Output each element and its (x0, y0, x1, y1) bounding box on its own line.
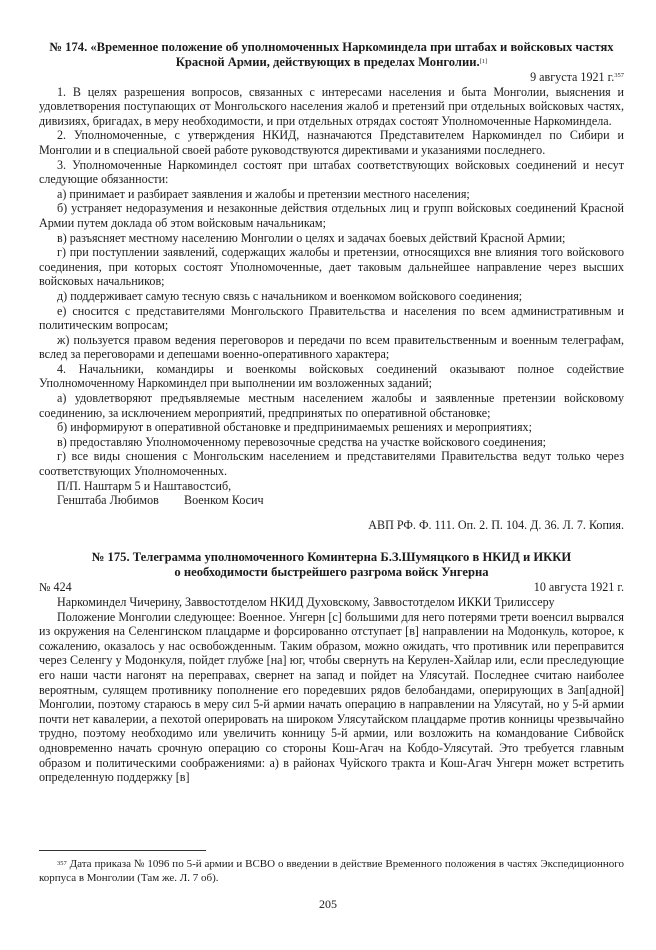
paragraph: а) принимает и разбирает заявления и жалобы и претензии местного населения; (57, 186, 470, 201)
title-line-1: № 174. «Временное положение об уполномоченных Наркоминдела при штабах и войсковых частях (49, 40, 614, 54)
signature-right: Военком Косич (184, 493, 264, 508)
signature-line: П/П. Наштарм 5 и Наштавостсиб, (57, 478, 232, 493)
signature-names (39, 493, 624, 508)
telegram-body: Положение Монголии следующее: Военное. Унгерн [с] большими для него потерями трети военсил вырвался из окружения на Селенгинском плацдарме и форсированно отступает [в] направлении на Модонкуль, которое, к сожалению, оказалось у нас освобожденным. Таким образом, можно ожидать, что противник или переправится через Селенгу у Модонкуля, пойдет глубже [на] юг, чтобы свернуть на Керулен-Хайлар или, если преследующие его наши части нагонят на переправах, свернет на запад и пойдет на Улясутай. Последнее считаю наиболее вероятным, сулящем противнику пополнение его поредевших рядов белобандами, оперирующих в Зап[адной] Монголии, поэтому стараюсь в меру сил 5-й армии начать операцию в направлении на Улясутай, но у 5-й армии почти нет кавалерии, а пехотой оперировать на широком Улясутайском плацдарме против конницы чрезвычайно трудно, поэтому необходимо или увеличить конницу 5-й армии, или возложить на командование Сибвойск одновременно начать срочную операцию со стороны Кош-Агач на Кобдо-Улясутай. Это требуется главным образом и политическими соображениями: а) в районах Чуйского тракта и Кош-Агач Унгерн может встретить определенную поддержку [в] (39, 609, 624, 785)
paragraph: а) удовлетворяют предъявляемые местным населением жалобы и заявленные претензии войсковому соединению, за исключением мероприятий, предпринятых по оперативной обстановке; (39, 391, 624, 420)
page-number: 205 (319, 897, 337, 911)
document-174-date: 9 августа 1921 г.$^{357}$ (530, 70, 624, 84)
footnote-marker: 357 (57, 860, 67, 867)
document-number: № 424 (39, 580, 72, 595)
addressees: Наркоминдел Чичерину, Заввостотделом НКИД Духовскому, Заввостотделом ИККИ Трилиссеру (57, 595, 555, 609)
title-line-2: о необходимости быстрейшего разгрома войск Унгерна (174, 565, 489, 580)
paragraph: г) при поступлении заявлений, содержащих жалобы и претензии, относящихся вне влияния того войскового соединения, при которых состоят Уполномоченные, дает таковым дальнейшее направление через высших войсковых начальников; (39, 245, 624, 289)
footnote-divider (39, 850, 206, 851)
paragraph: б) информируют в оперативной обстановке и предпринимаемых решениях и мероприятиях; (57, 420, 532, 435)
paragraph: в) разъясняет местному населению Монголии о целях и задачах боевых действий Красной Армии; (57, 230, 566, 245)
document-175-meta (39, 580, 624, 595)
page-body (39, 40, 624, 785)
document-175-date: 10 августа 1921 г. (533, 580, 624, 595)
paragraph: б) устраняет недоразумения и незаконные действия отдельных лиц и групп войсковых соединений Красной Армии путем доклада об этом войсковым начальникам; (39, 201, 624, 230)
paragraph: 1. В целях разрешения вопросов, связанных с интересами населения и быта Монголии, выяснения и удовлетворения поступающих от Монгольского населения жалоб и претензий при отдельных войсковых частях, дивизиях, бригадах, в меру необходимости, и при отдельных отрядах состоят Уполномоченные Наркоминдела. (39, 84, 624, 128)
paragraph: 2. Уполномоченные, с утверждения НКИД, назначаются Представителем Наркоминдел по Сибири и Монголии и в специальной своей работе руководствуются директивами и указаниями последнего. (39, 128, 624, 157)
paragraph: 4. Начальники, командиры и военкомы войсковых соединений оказывают полное содействие Уполномоченному Наркоминдел при выполнении им возложенных заданий; (39, 361, 624, 391)
paragraph: д) поддерживает самую тесную связь с начальником и военкомом войскового соединения; (57, 288, 523, 303)
title-line-1: № 175. Телеграмма уполномоченного Коминтерна Б.З.Шумяцкого в НКИД и ИККИ (91, 550, 572, 565)
paragraph: е) сносится с представителями Монгольского Правительства и населения по всем административным и политическим вопросам; (39, 303, 624, 333)
signature-left: Генштаба Любимов (57, 493, 159, 508)
paragraph: в) предоставляю Уполномоченному перевозочные средства на участке войскового соединения; (57, 434, 546, 449)
document-174-title (39, 40, 624, 70)
document-175-title (39, 550, 624, 580)
paragraph: 3. Уполномоченные Наркоминдел состоят при штабах соответствующих войсковых соединений и несут следующие обязанности: (39, 157, 624, 187)
footnote (39, 858, 624, 885)
title-note-marker: [1] (479, 58, 488, 65)
footnote-ref[interactable]: 357 (614, 72, 624, 79)
paragraph: г) все виды сношения с Монгольским населением и представителями Правительства ведут только через соответствующих Уполномоченных. (39, 449, 624, 479)
footnote-text: Дата приказа № 1096 по 5-й армии и ВСВО о введении в действие Временного положения в частях Экспедиционного корпуса в Монголии (Там же. Л. 7 об). (39, 858, 625, 884)
title-line-2: Красной Армии, действующих в пределах Монголии.[1] (175, 55, 488, 69)
archive-reference: АВП РФ. Ф. 111. Оп. 2. П. 104. Д. 36. Л. 7. Копия. (368, 517, 624, 532)
paragraph: ж) пользуется правом ведения переговоров и передачи по всем правительственным и военным телеграфам, вслед за переговорами и депешами военно-оперативного характера; (39, 332, 624, 362)
